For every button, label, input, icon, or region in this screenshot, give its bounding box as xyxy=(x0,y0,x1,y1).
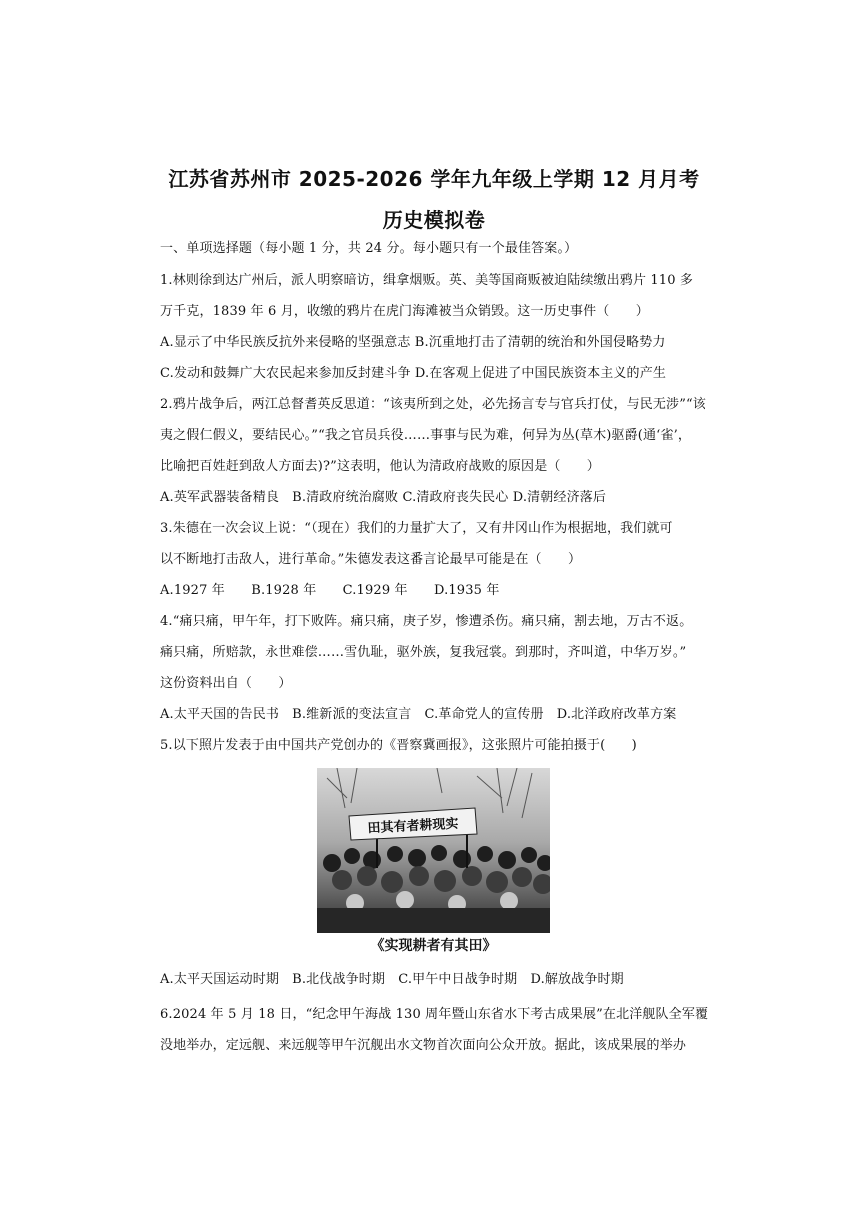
question-1-options: A.显示了中华民族反抗外来侵略的坚强意志 B.沉重地打击了清朝的统治和外国侵略势力 xyxy=(160,335,666,350)
question-3-stem: 3.朱德在一次会议上说：“（现在）我们的力量扩大了，又有井冈山作为根据地，我们就可 xyxy=(160,521,673,536)
question-2-stem: 夷之假仁假义，要结民心。”“我之官员兵役……事事与民为难，何异为丛(草木)驱爵(通‘雀’， xyxy=(160,428,692,443)
exam-title: 江苏省苏州市 2025-2026 学年九年级上学期 12 月月考 xyxy=(168,167,700,191)
historical-photo xyxy=(317,768,550,933)
question-1-stem: 万千克，1839 年 6 月，收缴的鸦片在虎门海滩被当众销毁。这一历史事件（ ） xyxy=(160,304,649,319)
question-4-stem: 这份资料出自（ ） xyxy=(160,676,292,691)
question-4-stem: 痛只痛，所赔款，永世难偿……雪仇耻，驱外族，复我冠裳。到那时，齐叫道，中华万岁。” xyxy=(160,645,687,660)
question-6-stem: 6.2024 年 5 月 18 日，“纪念甲午海战 130 周年暨山东省水下考古成果展”在北洋舰队全军覆 xyxy=(160,1007,709,1022)
section-heading: 一、单项选择题（每小题 1 分，共 24 分。每小题只有一个最佳答案。） xyxy=(160,241,578,256)
photo-caption: 《实现耕者有其田》 xyxy=(370,938,497,954)
question-5-options: A.太平天国运动时期 B.北伐战争时期 C.甲午中日战争时期 D.解放战争时期 xyxy=(160,972,624,987)
question-4-stem: 4.“痛只痛，甲午年，打下败阵。痛只痛，庚子岁，惨遭杀伤。痛只痛，割去地，万古不返。 xyxy=(160,614,693,629)
question-1-options: C.发动和鼓舞广大农民起来参加反封建斗争 D.在客观上促进了中国民族资本主义的产生 xyxy=(160,366,666,381)
question-2-stem: 2.鸦片战争后，两江总督耆英反思道：“该夷所到之处，必先扬言专与官兵打仗，与民无涉”“该 xyxy=(160,397,706,412)
question-4-options: A.太平天国的告民书 B.维新派的变法宣言 C.革命党人的宣传册 D.北洋政府改革方案 xyxy=(160,707,677,722)
question-2-stem: 比喻把百姓赶到敌人方面去)?”这表明，他认为清政府战败的原因是（ ） xyxy=(160,459,600,474)
photo-banner-text: 田其有者耕现实 xyxy=(367,816,459,837)
question-3-stem: 以不断地打击敌人，进行革命。”朱德发表这番言论最早可能是在（ ） xyxy=(160,552,582,567)
exam-subtitle: 历史模拟卷 xyxy=(382,208,486,232)
question-5-stem: 5.以下照片发表于由中国共产党创办的《晋察冀画报》，这张照片可能拍摄于( ) xyxy=(160,738,637,753)
question-6-stem: 没地举办，定远舰、来远舰等甲午沉舰出水文物首次面向公众开放。据此，该成果展的举办 xyxy=(160,1038,687,1053)
question-3-options: A.1927 年 B.1928 年 C.1929 年 D.1935 年 xyxy=(160,583,500,598)
question-2-options: A.英军武器装备精良 B.清政府统治腐败 C.清政府丧失民心 D.清朝经济落后 xyxy=(160,490,607,505)
question-1-stem: 1.林则徐到达广州后，派人明察暗访，缉拿烟贩。英、美等国商贩被迫陆续缴出鸦片 110 多 xyxy=(160,273,694,288)
